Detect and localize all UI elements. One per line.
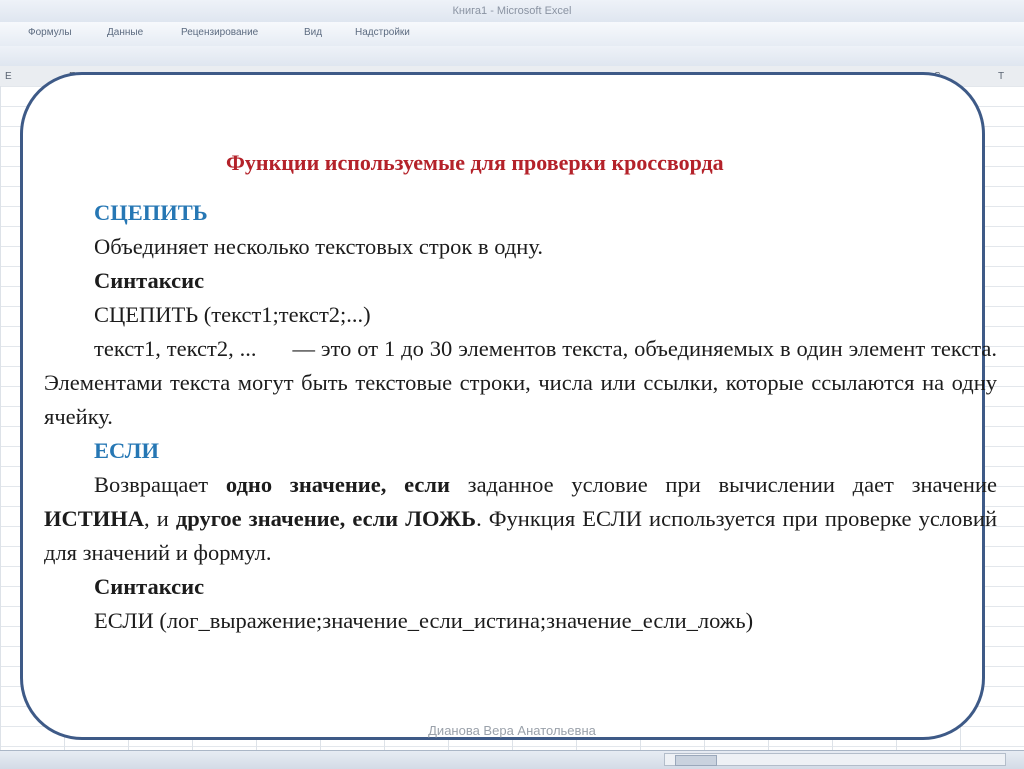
if-desc-bold-other-value: другое значение, если ЛОЖЬ — [175, 506, 477, 531]
column-header-e[interactable]: E — [5, 71, 12, 82]
footer-author: Дианова Вера Анатольевна — [428, 723, 596, 738]
column-header-t[interactable]: T — [998, 71, 1005, 82]
concat-syntax: СЦЕПИТЬ (текст1;текст2;...) — [94, 302, 371, 327]
scrollbar-thumb[interactable] — [675, 755, 717, 766]
slide-heading: Функции используемые для проверки кроссворда — [226, 150, 724, 175]
tab-data[interactable]: Данные — [107, 27, 144, 38]
tab-view[interactable]: Вид — [304, 27, 323, 38]
if-desc-bold-true: ИСТИНА — [44, 506, 145, 531]
window-title: Книга1 - Microsoft Excel — [0, 0, 1024, 22]
concat-args-paragraph — [44, 332, 997, 434]
tab-review[interactable]: Рецензирование — [181, 27, 259, 38]
tab-formulas[interactable]: Формулы — [28, 27, 72, 38]
if-desc-part-5: , и — [144, 506, 176, 531]
if-desc-part-1: Возвращает — [94, 472, 226, 497]
ribbon-body — [0, 46, 1024, 67]
horizontal-scrollbar[interactable] — [664, 753, 1006, 766]
if-description — [44, 468, 997, 570]
if-function-name: ЕСЛИ — [94, 438, 159, 463]
tab-addins[interactable]: Надстройки — [355, 27, 410, 38]
if-desc-bold-one-value: одно значение, если — [225, 472, 450, 497]
if-desc-part-7: . Функция ЕСЛИ используется при проверке условий для значений и формул. — [44, 506, 997, 565]
concat-syntax-label: Синтаксис — [94, 268, 205, 293]
if-desc-part-3: заданное условие при вычислении дает значение — [449, 472, 998, 497]
concat-args: текст1, текст2, ... — [94, 336, 257, 361]
ribbon-tabs — [0, 22, 1024, 47]
concat-function-name: СЦЕПИТЬ — [94, 200, 208, 225]
if-syntax: ЕСЛИ (лог_выражение;значение_если_истина;значение_если_ложь) — [94, 608, 754, 633]
concat-args-description: — это от 1 до 30 элементов текста, объединяемых в один элемент текста. Элементами текста могут быть текстовые строки, числа или ссылки, которые ссылаются на одну ячейку. — [44, 336, 997, 429]
slide-content — [44, 196, 997, 638]
concat-description: Объединяет несколько текстовых строк в одну. — [94, 234, 543, 259]
if-syntax-label: Синтаксис — [94, 574, 205, 599]
